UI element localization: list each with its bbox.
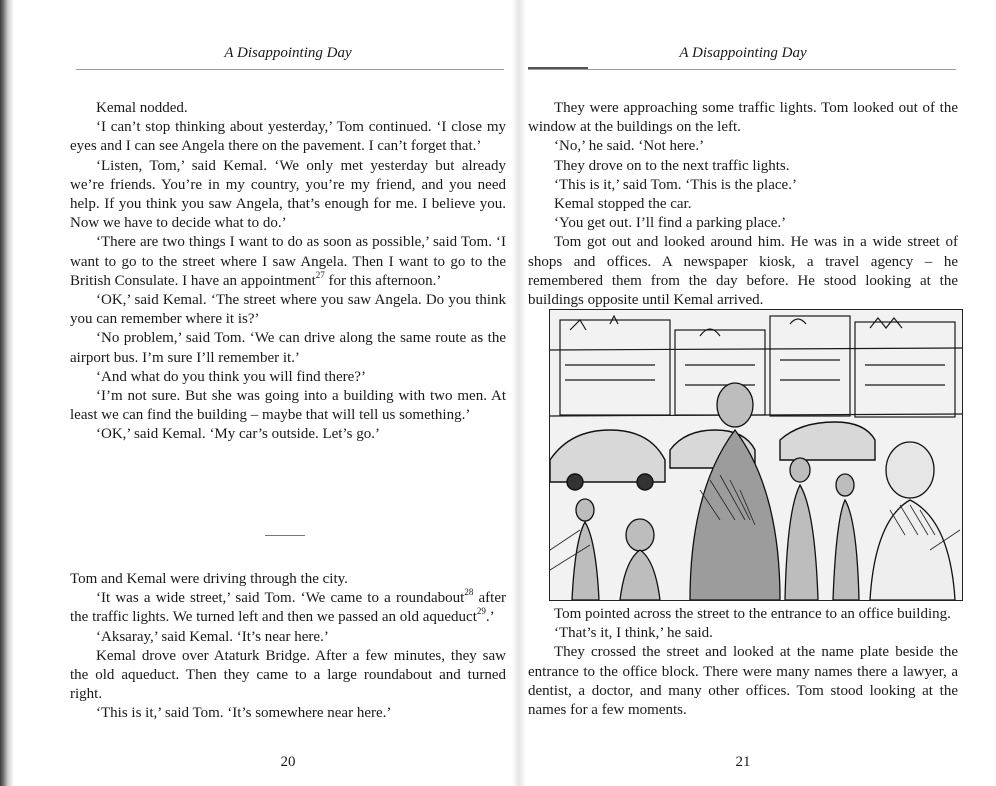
paragraph: Tom and Kemal were driving through the city. (70, 571, 348, 587)
paragraph-text: for this afternoon.’ (324, 272, 442, 289)
left-text-top (70, 99, 506, 445)
paragraph (70, 589, 506, 627)
left-head-rule (76, 69, 504, 70)
paragraph: ‘I can’t stop thinking about yesterday,’ Tom continued. ‘I close my eyes and I can see Angela there on the pavement. I can’t forget that.’ (70, 119, 506, 155)
paragraph-text: ‘There are two things I want to do as soon as possible,’ said Tom. ‘I want to go to the street where I saw Angela. Then I want to go to the British Consulate. I have an appointment (70, 234, 506, 289)
paragraph: ‘OK,’ said Kemal. ‘The street where you saw Angela. Do you think you can remember where it is?’ (70, 292, 506, 328)
paragraph: ‘No,’ he said. ‘Not here.’ (554, 138, 705, 155)
paragraph: ‘I’m not sure. But she was going into a building with two men. At least we can find the building – maybe that will tell us something.’ (70, 388, 506, 424)
paragraph: ‘That’s it, I think,’ he said. (554, 625, 713, 642)
right-text-bottom (528, 605, 958, 720)
paragraph: They were approaching some traffic lights. Tom looked out of the window at the buildings on the left. (528, 100, 958, 136)
left-text-bottom (70, 570, 506, 724)
paragraph: ‘Listen, Tom,’ said Kemal. ‘We only met yesterday but already we’re friends. You’re in my country, you’re my friend, and you need help. If you think you saw Angela, that’s enough for me. I believe you. Now we have to decide what to do.’ (70, 157, 506, 232)
paragraph: Tom pointed across the street to the entrance to an office building. (554, 606, 951, 622)
paragraph-text: .’ (485, 609, 495, 626)
footnote-marker: 28 (464, 587, 474, 598)
section-break-rule (265, 535, 305, 536)
right-page (528, 0, 958, 786)
paragraph: ‘Aksaray,’ said Kemal. ‘It’s near here.’ (96, 628, 329, 645)
paragraph: ‘This is it,’ said Tom. ‘It’s somewhere near here.’ (96, 705, 392, 722)
paragraph: ‘You get out. I’ll find a parking place.’ (554, 215, 787, 232)
left-page-number: 20 (280, 754, 296, 770)
right-running-head: A Disappointing Day (679, 45, 807, 61)
right-head-rule-accent (528, 67, 588, 69)
book-gutter (512, 0, 526, 786)
street-sketch (550, 310, 962, 600)
paragraph: ‘And what do you think you will find there?’ (96, 368, 366, 385)
paragraph: Kemal nodded. (96, 100, 188, 116)
paragraph: ‘OK,’ said Kemal. ‘My car’s outside. Let’s go.’ (96, 426, 380, 443)
paragraph (70, 233, 506, 291)
right-head-rule (528, 69, 956, 70)
paragraph-text: ‘It was a wide street,’ said Tom. ‘We came to a roundabout (96, 590, 465, 607)
book-edge (0, 0, 14, 786)
paragraph: Tom got out and looked around him. He was in a wide street of shops and offices. A newspaper kiosk, a travel agency – he remembered them from the day before. He stood looking at the buildings opposite until Kemal arrived. (528, 234, 958, 309)
footnote-marker: 27 (315, 269, 325, 280)
street-scene-illustration (549, 309, 963, 601)
footnote-marker: 29 (476, 606, 486, 617)
paragraph: Kemal stopped the car. (554, 196, 692, 213)
left-running-head: A Disappointing Day (224, 45, 352, 61)
paragraph: ‘No problem,’ said Tom. ‘We can drive along the same route as the airport bus. I’m sure I’ll remember it.’ (70, 330, 506, 366)
right-page-number: 21 (735, 754, 751, 770)
paragraph: They drove on to the next traffic lights. (554, 157, 790, 174)
paragraph: They crossed the street and looked at the name plate beside the entrance to the office block. There were many names there a lawyer, a dentist, a doctor, and many other offices. Tom stood looking at the names for a few moments. (528, 644, 958, 719)
left-page (70, 0, 506, 786)
paragraph-text: after the traffic lights. We turned left and then we passed an old aqueduct (70, 590, 506, 626)
right-text-top (528, 99, 958, 310)
paragraph: ‘This is it,’ said Tom. ‘This is the place.’ (554, 176, 797, 193)
paragraph: Kemal drove over Ataturk Bridge. After a few minutes, they saw the old aqueduct. Then they came to a large roundabout and turned right. (70, 647, 506, 703)
